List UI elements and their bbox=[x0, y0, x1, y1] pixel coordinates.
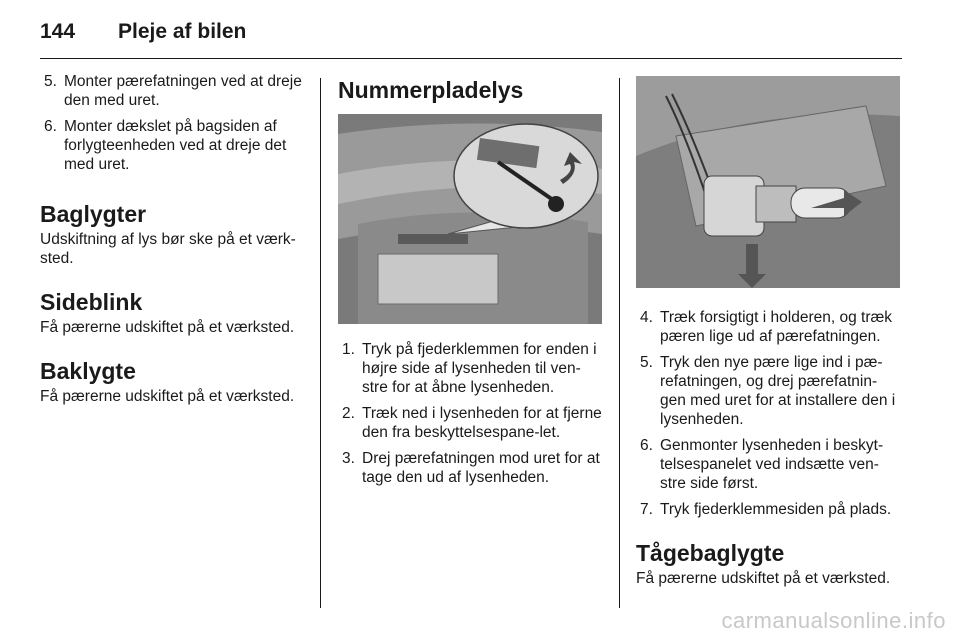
section-heading: Nummerpladelys bbox=[338, 77, 524, 103]
page-number: 144 bbox=[40, 20, 76, 43]
illustration-svg bbox=[338, 114, 602, 324]
step-text: Tryk fjederklemmesiden på plads. bbox=[660, 501, 892, 518]
section-heading: Sideblink bbox=[40, 289, 143, 315]
section-heading: Baklygte bbox=[40, 358, 136, 384]
list-item bbox=[636, 500, 902, 519]
steps-list bbox=[40, 72, 305, 174]
step-number: 6. bbox=[44, 118, 57, 135]
column-divider-1 bbox=[320, 78, 321, 608]
step-number: 3. bbox=[342, 450, 355, 467]
page-header bbox=[40, 14, 902, 54]
list-item bbox=[636, 436, 902, 493]
list-item bbox=[636, 353, 902, 429]
step-text: Tryk på fjederklemmen for enden i højre side af lysenheden til ven-stre for at åbne lysenheden. bbox=[362, 341, 597, 396]
list-item bbox=[40, 117, 305, 174]
section-heading: Baglygter bbox=[40, 201, 147, 227]
step-number: 5. bbox=[640, 354, 653, 371]
steps-list bbox=[636, 308, 902, 519]
step-text: Monter dækslet på bagsiden af forlygteenheden ved at dreje det med uret. bbox=[64, 118, 287, 173]
step-text: Træk ned i lysenheden for at fjerne den fra beskyttelsespane-let. bbox=[362, 405, 602, 441]
step-number: 4. bbox=[640, 309, 653, 326]
bulb-removal-illustration bbox=[636, 76, 900, 288]
watermark: carmanualsonline.info bbox=[721, 608, 946, 633]
column-1 bbox=[40, 72, 305, 406]
steps-list bbox=[338, 340, 604, 487]
step-number: 2. bbox=[342, 405, 355, 422]
step-number: 7. bbox=[640, 501, 653, 518]
illustration-svg bbox=[636, 76, 900, 288]
section-body: Få pærerne udskiftet på et værksted. bbox=[40, 319, 295, 336]
section-heading: Tågebaglygte bbox=[636, 540, 785, 566]
list-item bbox=[40, 72, 305, 110]
column-3 bbox=[636, 72, 902, 588]
license-plate-light-illustration bbox=[338, 114, 602, 324]
list-item bbox=[338, 404, 604, 442]
step-text: Monter pærefatningen ved at dreje den med uret. bbox=[64, 73, 302, 109]
header-rule bbox=[40, 58, 902, 59]
step-number: 5. bbox=[44, 73, 57, 90]
list-item bbox=[338, 340, 604, 397]
page-title: Pleje af bilen bbox=[118, 20, 247, 43]
step-text: Drej pærefatningen mod uret for at tage den ud af lysenheden. bbox=[362, 450, 600, 486]
section-body: Få pærerne udskiftet på et værksted. bbox=[40, 388, 295, 405]
section-body: Udskiftning af lys bør ske på et værk-sted. bbox=[40, 231, 296, 267]
list-item bbox=[338, 449, 604, 487]
step-text: Træk forsigtigt i holderen, og træk pæren lige ud af pærefatningen. bbox=[660, 309, 893, 345]
section-body: Få pærerne udskiftet på et værksted. bbox=[636, 570, 891, 587]
step-number: 6. bbox=[640, 437, 653, 454]
column-divider-2 bbox=[619, 78, 620, 608]
step-number: 1. bbox=[342, 341, 355, 358]
step-text: Genmonter lysenheden i beskyt-telsespanelet ved indsætte ven-stre side først. bbox=[660, 437, 884, 492]
column-2 bbox=[338, 72, 604, 494]
list-item bbox=[636, 308, 902, 346]
step-text: Tryk den nye pære lige ind i pæ-refatningen, og drej pærefatnin-gen med uret for at installere den i lysenheden. bbox=[660, 354, 896, 428]
